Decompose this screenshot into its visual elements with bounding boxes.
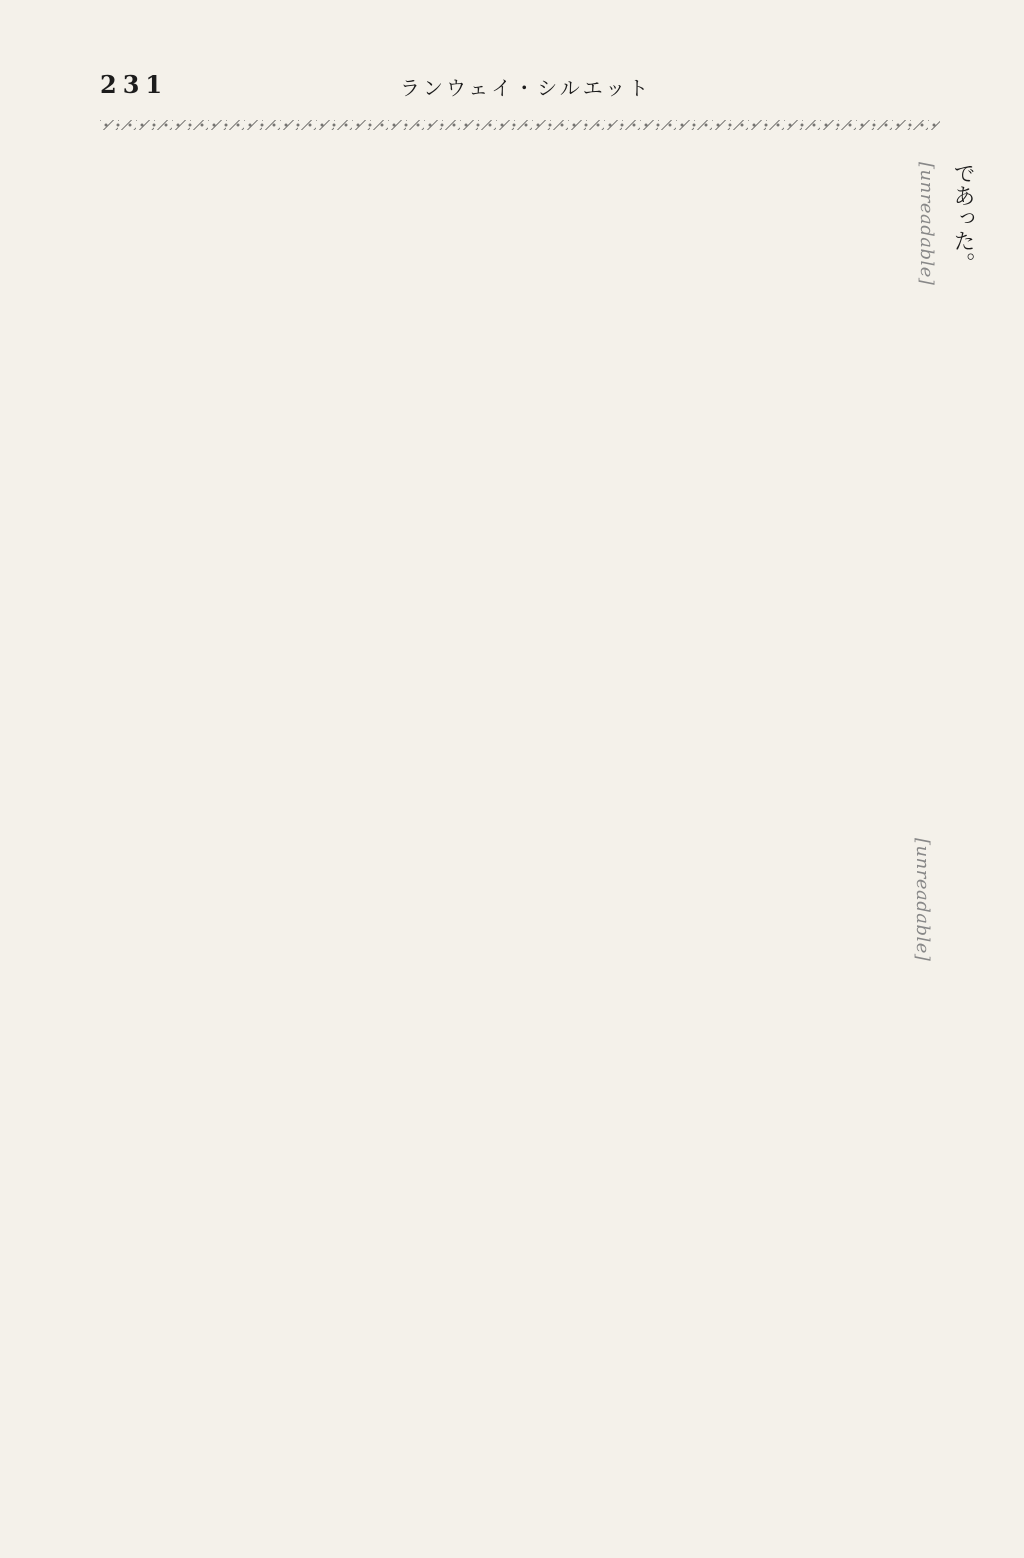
unreadable-paragraph: [unreadable] xyxy=(912,838,933,962)
upper-text-block xyxy=(100,162,980,812)
paragraph: であった。 xyxy=(950,162,975,275)
running-title: ランウェイ・シルエット xyxy=(400,76,652,100)
page-number: 231 xyxy=(100,70,169,99)
unreadable-paragraph: [unreadable] xyxy=(916,162,937,286)
ornamental-rule xyxy=(100,120,940,130)
lower-text-block xyxy=(160,838,940,1458)
